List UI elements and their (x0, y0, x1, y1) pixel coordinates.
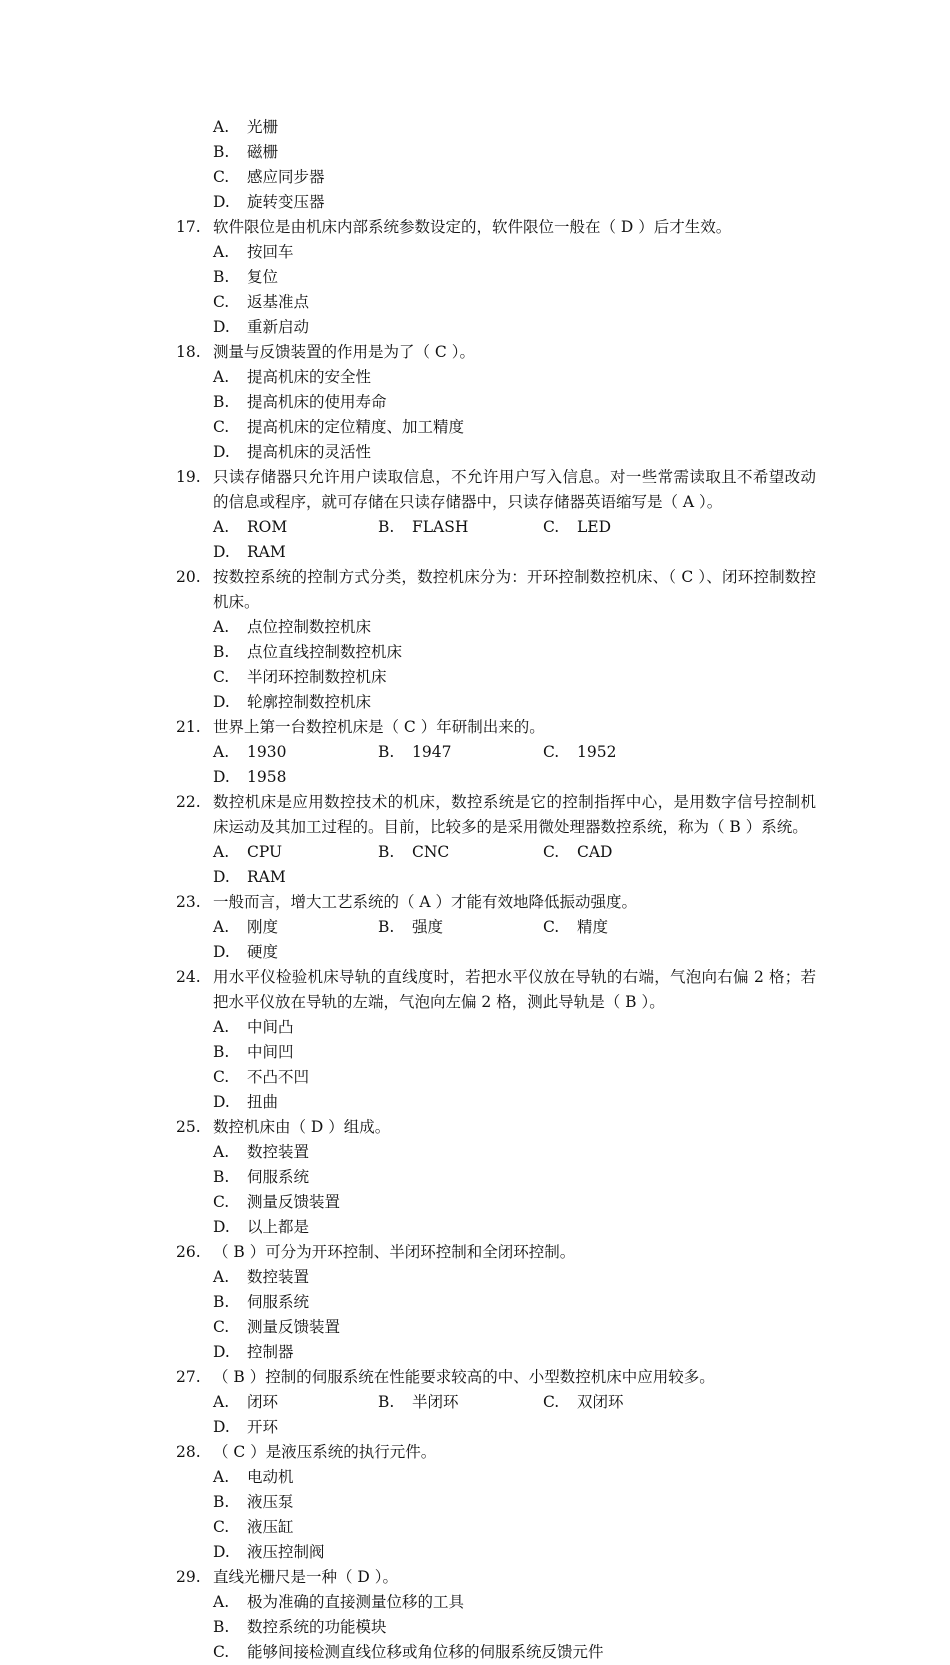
question-number: 23. (176, 893, 201, 911)
question-text: （ B ）可分为开环控制、半闭环控制和全闭环控制。 (213, 1243, 576, 1261)
option-text: 以上都是 (247, 1218, 310, 1236)
option-text: 不凸不凹 (247, 1068, 310, 1086)
option-item (213, 1490, 544, 1515)
question-list (176, 115, 816, 1665)
option-item (213, 840, 378, 865)
option-text: 数控装置 (247, 1268, 310, 1286)
option-letter: C. (213, 1068, 230, 1086)
option-text: 开环 (247, 1418, 279, 1436)
option-item (378, 1390, 543, 1415)
option-text: CAD (577, 843, 613, 861)
question-item (176, 715, 816, 790)
option-text: 数控系统的功能模块 (247, 1618, 387, 1636)
option-letter: D. (213, 943, 230, 961)
option-item (213, 1165, 544, 1190)
question-number: 20. (176, 568, 201, 586)
option-letter: D. (213, 1418, 230, 1436)
option-text: 1930 (247, 743, 287, 761)
question-stem (176, 790, 816, 840)
option-item (213, 765, 378, 790)
option-item (378, 840, 543, 865)
question-item (176, 890, 816, 965)
question-stem (176, 215, 816, 240)
question-item (176, 1240, 816, 1365)
option-letter: A. (213, 118, 230, 136)
option-letter: D. (213, 768, 230, 786)
option-letter: B. (213, 643, 230, 661)
question-stem (176, 1440, 816, 1465)
option-item (213, 1190, 544, 1215)
option-text: 复位 (247, 268, 279, 286)
option-item (213, 865, 378, 890)
option-letter: A. (213, 743, 230, 761)
question-stem (176, 565, 816, 615)
option-item (213, 1590, 816, 1615)
question-stem (176, 890, 816, 915)
option-text: 感应同步器 (247, 168, 325, 186)
option-text: CPU (247, 843, 283, 861)
option-item (213, 690, 544, 715)
option-text: FLASH (412, 518, 469, 536)
option-item (213, 365, 816, 390)
option-text: 液压泵 (247, 1493, 294, 1511)
option-text: 提高机床的定位精度、加工精度 (247, 418, 465, 436)
question-item (176, 215, 816, 340)
option-text: 液压控制阀 (247, 1543, 325, 1561)
option-letter: C. (213, 168, 230, 186)
question-item (176, 465, 816, 565)
option-letter: C. (543, 1393, 560, 1411)
option-item (543, 515, 708, 540)
option-letter: D. (213, 543, 230, 561)
question-text: 世界上第一台数控机床是（ C ）年研制出来的。 (213, 718, 545, 736)
option-letter: C. (213, 668, 230, 686)
option-letter: B. (213, 1043, 230, 1061)
option-text: 控制器 (247, 1343, 294, 1361)
option-letter: B. (378, 518, 395, 536)
option-letter: D. (213, 1218, 230, 1236)
options-group (213, 840, 816, 890)
question-number: 17. (176, 218, 201, 236)
options-group (213, 1265, 816, 1365)
option-text: 中间凹 (247, 1043, 294, 1061)
option-text: 点位控制数控机床 (247, 618, 372, 636)
option-text: ROM (247, 518, 288, 536)
question-stem (176, 1365, 816, 1390)
option-item (213, 1640, 816, 1665)
question-text: （ B ）控制的伺服系统在性能要求较高的中、小型数控机床中应用较多。 (213, 1368, 715, 1386)
option-letter: A. (213, 918, 230, 936)
option-text: RAM (247, 868, 286, 886)
option-letter: B. (213, 1293, 230, 1311)
option-item (213, 165, 544, 190)
option-item (213, 640, 544, 665)
option-item (213, 940, 378, 965)
option-item (213, 665, 544, 690)
option-text: RAM (247, 543, 286, 561)
option-text: 中间凸 (247, 1018, 294, 1036)
option-text: 返基准点 (247, 293, 310, 311)
option-text: 重新启动 (247, 318, 310, 336)
question-text: 只读存储器只允许用户读取信息，不允许用户写入信息。对一些常需读取且不希望改动的信息或程序，就可存储在只读存储器中，只读存储器英语缩写是（ A ）。 (213, 468, 816, 511)
option-text: 光栅 (247, 118, 279, 136)
option-text: 提高机床的灵活性 (247, 443, 372, 461)
options-group (213, 1465, 816, 1565)
option-letter: B. (378, 1393, 395, 1411)
option-text: 1947 (412, 743, 452, 761)
option-letter: B. (213, 1618, 230, 1636)
question-item (176, 340, 816, 465)
option-item (213, 1515, 544, 1540)
option-text: 1958 (247, 768, 287, 786)
question-stem (176, 715, 816, 740)
question-text: 用水平仪检验机床导轨的直线度时，若把水平仪放在导轨的右端，气泡向右偏 2 格；若把水平仪放在导轨的左端，气泡向左偏 2 格，测此导轨是（ B ）。 (213, 968, 816, 1011)
option-text: 双闭环 (577, 1393, 624, 1411)
option-item (213, 1215, 544, 1240)
question-stem (176, 1240, 816, 1265)
option-item (213, 540, 378, 565)
option-item (213, 915, 378, 940)
option-letter: C. (543, 743, 560, 761)
option-text: 能够间接检测直线位移或角位移的伺服系统反馈元件 (247, 1643, 604, 1661)
options-group (213, 1590, 816, 1665)
option-text: CNC (412, 843, 450, 861)
question-text: 一般而言，增大工艺系统的（ A ）才能有效地降低振动强度。 (213, 893, 638, 911)
option-text: 伺服系统 (247, 1168, 310, 1186)
option-text: 伺服系统 (247, 1293, 310, 1311)
question-item (176, 1115, 816, 1240)
option-text: LED (577, 518, 612, 536)
option-item (213, 440, 816, 465)
option-item (378, 740, 543, 765)
question-stem (176, 340, 816, 365)
option-item (213, 415, 816, 440)
question-text: 数控机床是应用数控技术的机床，数控系统是它的控制指挥中心，是用数字信号控制机床运动及其加工过程的。目前，比较多的是采用微处理器数控系统，称为（ B ）系统。 (213, 793, 816, 836)
option-text: 扭曲 (247, 1093, 279, 1111)
option-letter: C. (213, 1518, 230, 1536)
option-item (543, 915, 708, 940)
option-item (213, 1415, 378, 1440)
option-letter: A. (213, 618, 230, 636)
option-letter: D. (213, 693, 230, 711)
option-letter: D. (213, 318, 230, 336)
option-item (213, 1140, 544, 1165)
option-text: 液压缸 (247, 1518, 294, 1536)
option-text: 半闭环控制数控机床 (247, 668, 387, 686)
option-letter: A. (213, 368, 230, 386)
option-text: 点位直线控制数控机床 (247, 643, 403, 661)
option-letter: B. (213, 1493, 230, 1511)
option-letter: C. (213, 1643, 230, 1661)
option-text: 强度 (412, 918, 444, 936)
option-letter: C. (213, 293, 230, 311)
option-text: 测量反馈装置 (247, 1193, 341, 1211)
option-item (213, 140, 544, 165)
option-item (213, 1265, 544, 1290)
options-group (213, 740, 816, 790)
option-letter: B. (213, 393, 230, 411)
options-group (213, 1015, 816, 1115)
question-number: 19. (176, 468, 201, 486)
option-text: 旋转变压器 (247, 193, 325, 211)
option-letter: D. (213, 1093, 230, 1111)
option-item (213, 115, 544, 140)
option-letter: C. (543, 518, 560, 536)
question-number: 27. (176, 1368, 201, 1386)
option-item (213, 1090, 544, 1115)
option-item (213, 1540, 544, 1565)
question-text: 测量与反馈装置的作用是为了（ C ）。 (213, 343, 475, 361)
question-number: 29. (176, 1568, 201, 1586)
option-item (213, 740, 378, 765)
option-item (543, 1390, 708, 1415)
option-item (213, 290, 544, 315)
question-number: 26. (176, 1243, 201, 1261)
option-letter: D. (213, 1343, 230, 1361)
option-item (213, 1065, 544, 1090)
option-item (378, 915, 543, 940)
option-letter: A. (213, 1268, 230, 1286)
option-letter: C. (543, 918, 560, 936)
option-letter: A. (213, 843, 230, 861)
option-letter: A. (213, 1018, 230, 1036)
option-letter: A. (213, 1468, 230, 1486)
question-stem (176, 965, 816, 1015)
option-letter: B. (213, 1168, 230, 1186)
option-letter: A. (213, 518, 230, 536)
option-letter: D. (213, 443, 230, 461)
option-letter: B. (213, 143, 230, 161)
question-stem (176, 465, 816, 515)
option-letter: D. (213, 868, 230, 886)
option-item (213, 1015, 544, 1040)
option-text: 精度 (577, 918, 609, 936)
option-letter: B. (378, 843, 395, 861)
question-text: 按数控系统的控制方式分类，数控机床分为：开环控制数控机床、（ C ）、闭环控制数控机床。 (213, 568, 816, 611)
question-item (176, 1365, 816, 1440)
question-item (176, 965, 816, 1115)
option-text: 半闭环 (412, 1393, 459, 1411)
question-stem (176, 1565, 816, 1590)
option-text: 电动机 (247, 1468, 294, 1486)
option-text: 极为准确的直接测量位移的工具 (247, 1593, 465, 1611)
question-item (176, 1440, 816, 1565)
options-group (213, 365, 816, 465)
option-letter: C. (213, 1318, 230, 1336)
question-item (176, 790, 816, 890)
option-letter: D. (213, 193, 230, 211)
option-text: 磁栅 (247, 143, 279, 161)
option-text: 硬度 (247, 943, 279, 961)
options-group (213, 1390, 816, 1440)
option-text: 测量反馈装置 (247, 1318, 341, 1336)
option-item (378, 515, 543, 540)
option-text: 闭环 (247, 1393, 279, 1411)
option-letter: D. (213, 1543, 230, 1561)
option-item (213, 1040, 544, 1065)
option-item (543, 840, 708, 865)
options-group (213, 1140, 816, 1240)
option-text: 1952 (577, 743, 617, 761)
option-item (213, 265, 544, 290)
option-letter: B. (213, 268, 230, 286)
question-number: 21. (176, 718, 201, 736)
option-letter: C. (213, 418, 230, 436)
option-text: 数控装置 (247, 1143, 310, 1161)
question-number: 24. (176, 968, 201, 986)
option-item (213, 1465, 544, 1490)
options-group (213, 240, 816, 340)
option-text: 轮廓控制数控机床 (247, 693, 372, 711)
option-letter: B. (378, 743, 395, 761)
option-text: 刚度 (247, 918, 279, 936)
option-letter: C. (213, 1193, 230, 1211)
question-text: 软件限位是由机床内部系统参数设定的，软件限位一般在（ D ）后才生效。 (213, 218, 732, 236)
option-item (213, 1390, 378, 1415)
option-item (213, 515, 378, 540)
question-item (176, 565, 816, 715)
question-number: 25. (176, 1118, 201, 1136)
option-item (213, 615, 544, 640)
options-group (213, 115, 816, 215)
option-letter: B. (378, 918, 395, 936)
option-text: 提高机床的安全性 (247, 368, 372, 386)
question-number: 22. (176, 793, 201, 811)
option-item (213, 190, 544, 215)
option-item (213, 1315, 544, 1340)
option-item (213, 315, 544, 340)
question-stem (176, 1115, 816, 1140)
option-item (213, 240, 544, 265)
option-letter: A. (213, 1593, 230, 1611)
question-text: 直线光栅尺是一种（ D ）。 (213, 1568, 399, 1586)
option-letter: C. (543, 843, 560, 861)
option-item (543, 740, 708, 765)
question-number: 18. (176, 343, 201, 361)
option-text: 提高机床的使用寿命 (247, 393, 387, 411)
option-item (213, 390, 816, 415)
option-item (213, 1615, 816, 1640)
question-item (176, 1565, 816, 1665)
option-letter: A. (213, 1393, 230, 1411)
options-group (213, 615, 816, 715)
option-text: 按回车 (247, 243, 294, 261)
question-text: （ C ）是液压系统的执行元件。 (213, 1443, 437, 1461)
option-item (213, 1290, 544, 1315)
options-group (213, 515, 816, 565)
option-letter: A. (213, 243, 230, 261)
option-letter: A. (213, 1143, 230, 1161)
options-group (213, 915, 816, 965)
question-text: 数控机床由（ D ）组成。 (213, 1118, 391, 1136)
question-number: 28. (176, 1443, 201, 1461)
